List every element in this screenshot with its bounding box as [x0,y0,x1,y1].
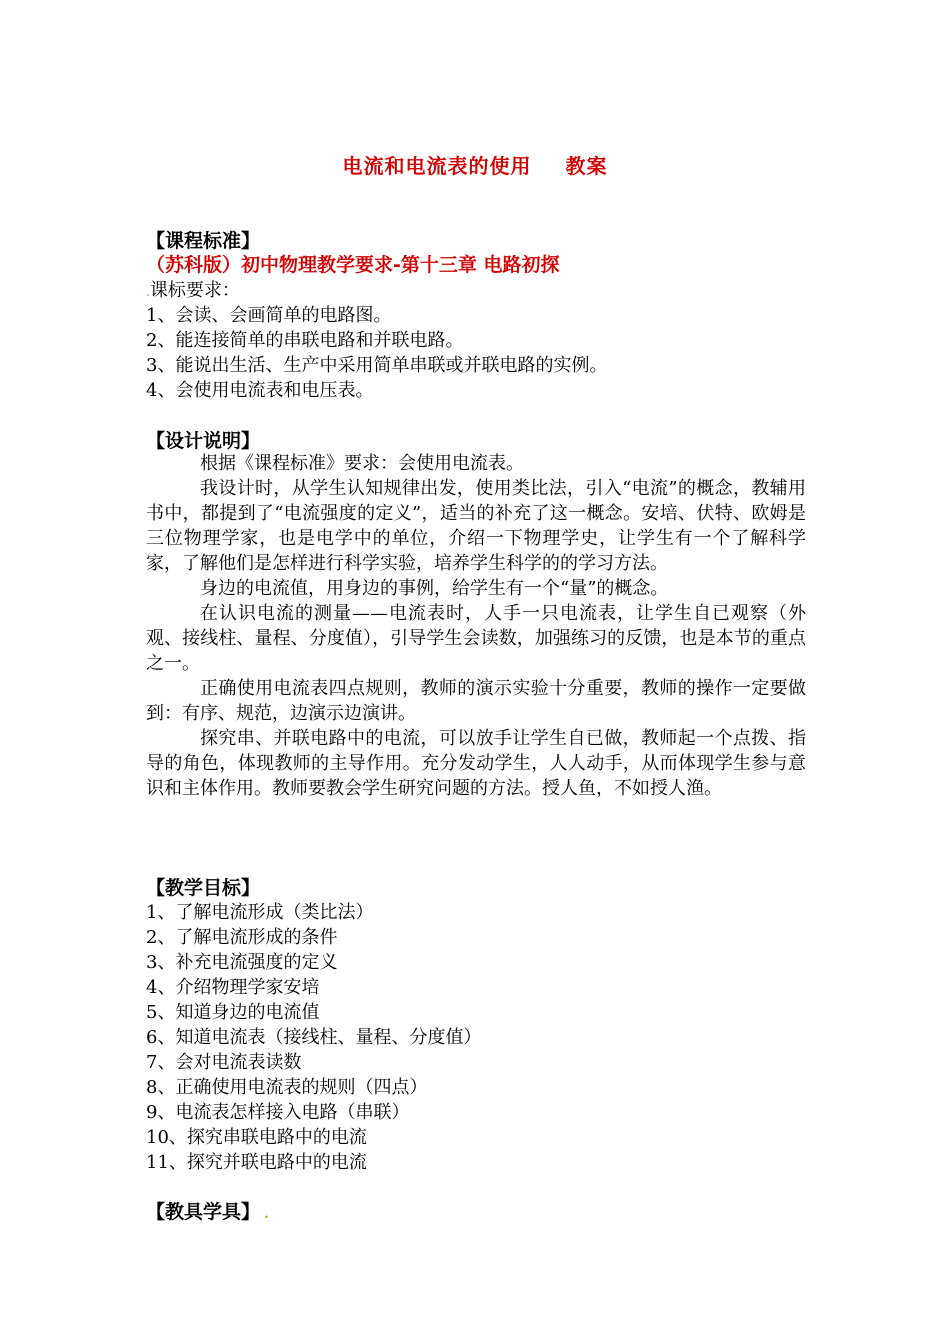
objective-item: 9、电流表怎样接入电路（串联） [146,1102,410,1123]
objective-item: 4、介绍物理学家安培 [146,977,320,998]
title-main: 电流和电流表的使用 [342,154,532,178]
objective-item: 5、知道身边的电流值 [146,1002,320,1023]
objective-item: 7、会对电流表读数 [146,1052,302,1073]
curriculum-item: 2、能连接简单的串联电路和并联电路。 [146,330,464,351]
section-heading-curriculum: 【课程标准】 [146,230,261,252]
curriculum-intro: .课标要求： [146,280,240,301]
objective-item: 10、探究串联电路中的电流 [146,1127,367,1148]
mark-dot: . [260,1207,269,1221]
design-paragraphs [146,451,806,801]
document-title [0,150,950,179]
mark-dot: . [146,285,150,299]
curriculum-source: （苏科版）初中物理教学要求-第十三章 电路初探 [146,254,560,276]
objective-item: 1、了解电流形成（类比法） [146,902,374,923]
curriculum-item: 4、会使用电流表和电压表。 [146,380,374,401]
design-paragraph: 身边的电流值，用身边的事例，给学生有一个“量”的概念。 [200,578,669,599]
objective-item: 6、知道电流表（接线柱、量程、分度值） [146,1027,482,1048]
design-paragraph: 我设计时，从学生认知规律出发，使用类比法，引入“电流”的概念，教辅用书中，都提到了“电流强度的定义”，适当的补充了这一概念。安培、伏特、欧姆是三位物理学家，也是电学中的单位，介绍一下物理学史，让学生有一个了解科学家，了解他们是怎样进行科学实验，培养学生科学的的学习方法。 [146,478,806,574]
design-paragraph: 探究串、并联电路中的电流，可以放手让学生自已做，教师起一个点拨、指导的角色，体现教师的主导作用。充分发动学生，人人动手，从而体现学生参与意识和主体作用。教师要教会学生研究问题的方法。授人鱼，不如授人渔。 [146,728,806,799]
design-paragraph: 在认识电流的测量——电流表时，人手一只电流表，让学生自已观察（外观、接线柱、量程、分度值），引导学生会读数，加强练习的反馈，也是本节的重点之一。 [146,603,806,674]
curriculum-item: 3、能说出生活、生产中采用简单串联或并联电路的实例。 [146,355,608,376]
section-heading-materials: 【教具学具】 . [146,1201,269,1223]
section-heading-design: 【设计说明】 [146,430,261,452]
objective-item: 3、补充电流强度的定义 [146,952,338,973]
curriculum-item: 1、会读、会画简单的电路图。 [146,305,392,326]
title-suffix: 教案 [565,154,608,178]
objective-item: 2、了解电流形成的条件 [146,927,338,948]
section-heading-objectives: 【教学目标】 [146,877,261,899]
objective-item: 8、正确使用电流表的规则（四点） [146,1077,428,1098]
design-paragraph: 根据《课程标准》要求：会使用电流表。 [200,453,524,474]
design-paragraph: 正确使用电流表四点规则，教师的演示实验十分重要，教师的操作一定要做到：有序、规范，边演示边演讲。 [146,678,806,724]
objective-item: 11、探究并联电路中的电流 [146,1152,367,1173]
